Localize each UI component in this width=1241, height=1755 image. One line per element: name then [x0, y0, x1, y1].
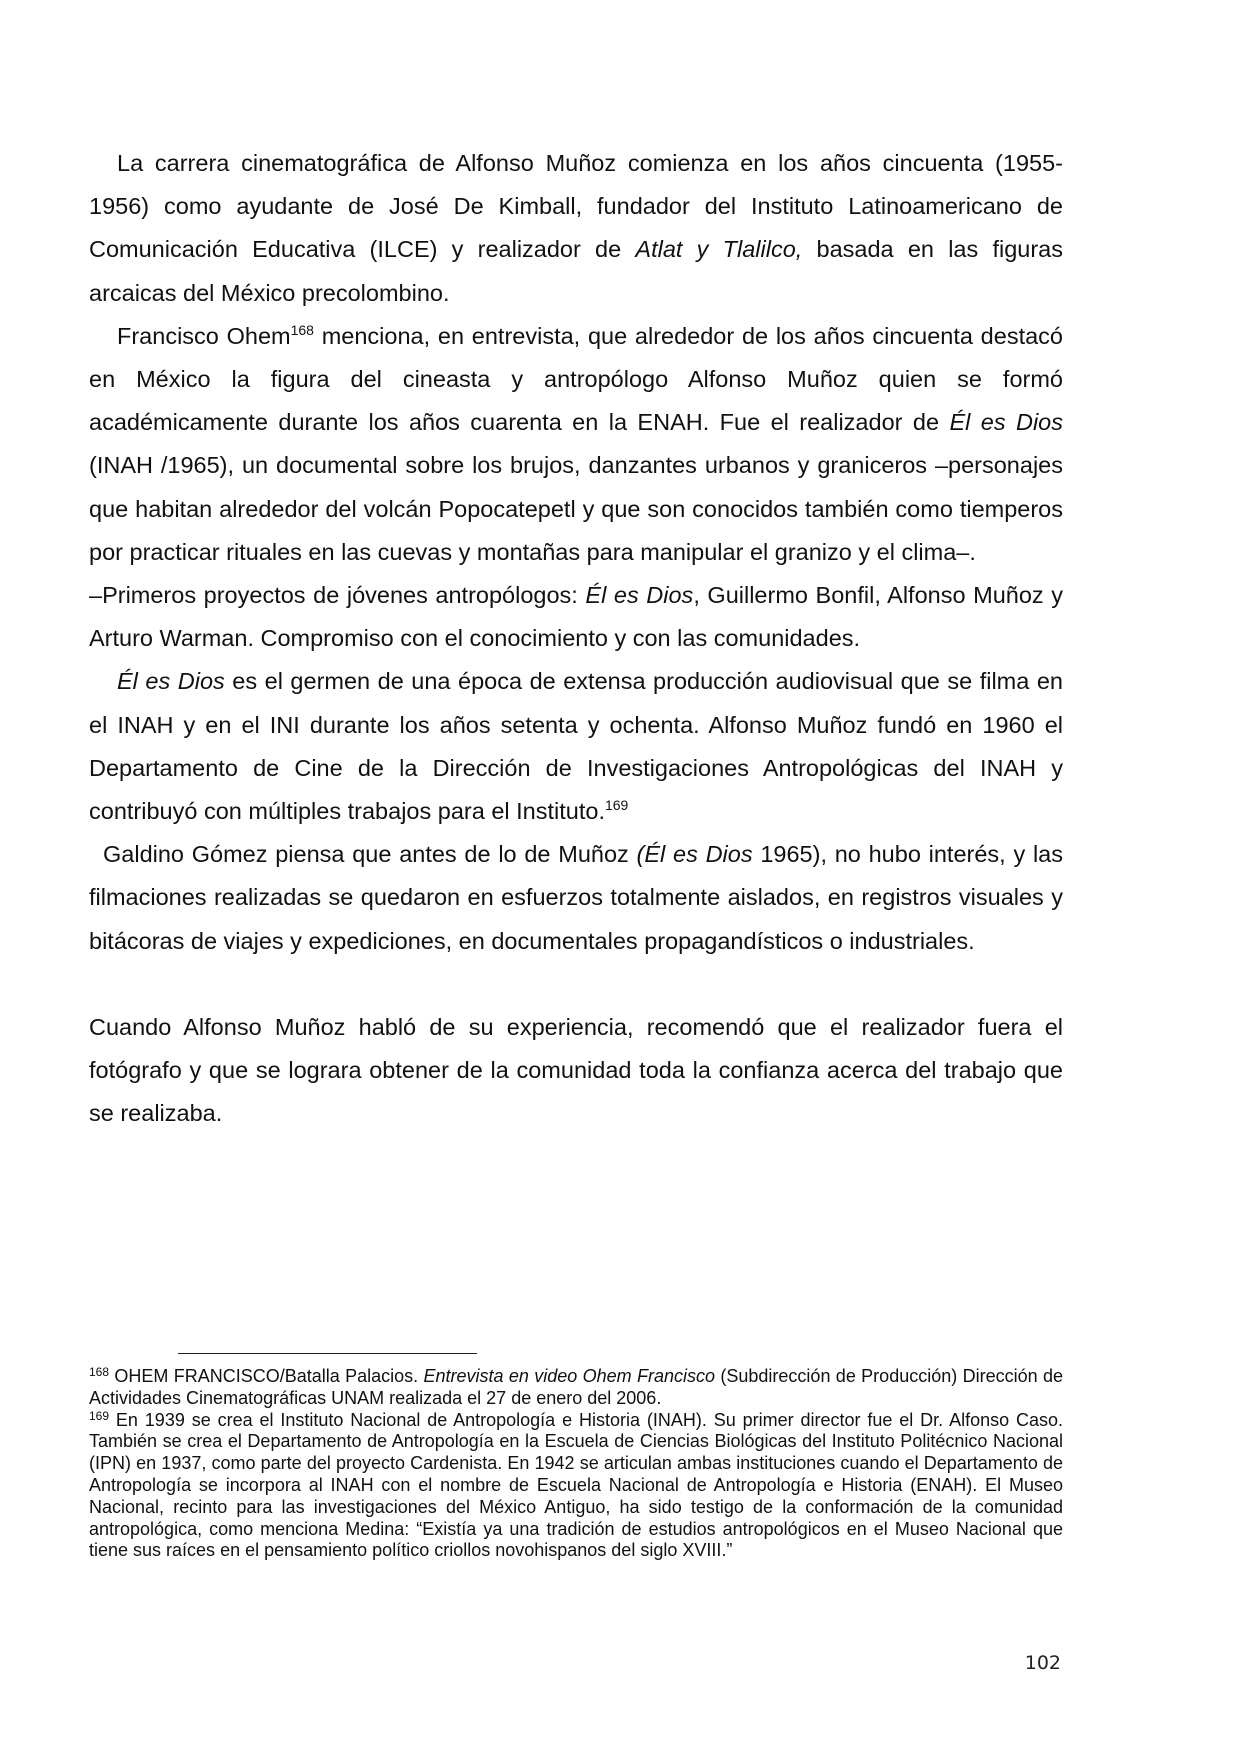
paragraph-3-text: –Primeros proyectos de jóvenes antropólogos: [89, 582, 586, 609]
footnote-169-text: En 1939 se crea el Instituto Nacional de Antropología e Historia (INAH). Su primer director fue el Dr. Alfonso Caso. También se crea el Departamento de Antropología en la Escuela de Ciencias Biológicas del Instituto Politécnico Nacional (IPN) en 1937, como parte del proyecto Cardenista. En 1942 se articulan ambas instituciones cuando el Departamento de Antropología se incorpora al INAH con el nombre de Escuela Nacional de Antropología e Historia (ENAH). El Museo Nacional, recinto para las investigaciones del México Antiguo, ha sido testigo de la conformación de la comunidad antropológica, como menciona Medina: “Existía ya una tradición de estudios antropológicos en el Museo Nacional que tiene sus raíces en el pensamiento político criollos novohispanos del siglo XVIII.” [89, 1409, 1063, 1561]
paragraph-2-text-end: (INAH /1965), un documental sobre los brujos, danzantes urbanos y graniceros –personajes que habitan alrededor del volcán Popocatepetl y que son conocidos también como tiemperos por practicar rituales en las cuevas y montañas para manipular el granizo y el clima–. [89, 452, 1063, 565]
film-title-el-es-dios: Él es Dios [117, 668, 225, 695]
paragraph-2-text-mid: menciona, en entrevista, que alrededor de los años cincuenta destacó en México la figura del cineasta y antropólogo Alfonso Muñoz quien se formó académicamente durante los años cuarenta en la ENAH. Fue el realizador de [89, 322, 1063, 436]
footnote-169-mark: 169 [89, 1408, 110, 1423]
footnote-168-text-end: (Subdirección de Producción) Dirección de Actividades Cinematográficas UNAM realizada el 27 de enero del 2006. [89, 1366, 1063, 1408]
paragraph-gap [89, 963, 1063, 1006]
footnote-ref-168: 168 [290, 321, 314, 338]
paragraph-3-text-end: , Guillermo Bonfil, Alfonso Muñoz y Arturo Warman. Compromiso con el conocimiento y con las comunidades. [89, 582, 1063, 652]
footnote-168-mark: 168 [89, 1365, 110, 1379]
paragraph-4 [89, 660, 1063, 833]
paragraph-1-text: La carrera cinematográfica de Alfonso Muñoz comienza en los años cincuenta (1955-1956) como ayudante de José De Kimball, fundador del Instituto Latinoamericano de Comunicación Educativa (ILCE) y realizador de [89, 150, 1063, 263]
film-title-atlat: Atlat y Tlalilco, [635, 236, 803, 263]
paragraph-2 [89, 315, 1063, 574]
paragraph-2-text: Francisco Ohem [117, 322, 291, 349]
footnote-168 [89, 1366, 1063, 1410]
footnote-ref-169: 169 [604, 797, 629, 814]
paragraph-5 [89, 833, 1063, 963]
paragraph-6 [89, 1006, 1063, 1136]
footnote-separator [178, 1353, 477, 1354]
paragraph-6-text: Cuando Alfonso Muñoz habló de su experiencia, recomendó que el realizador fuera el fotógrafo y que se lograra obtener de la comunidad toda la confianza acerca del trabajo que se realizaba. [89, 1013, 1063, 1127]
footnote-168-text: OHEM FRANCISCO/Batalla Palacios. [109, 1366, 424, 1386]
film-title-el-es-dios: Él es Dios [949, 409, 1063, 436]
paragraph-5-text: Galdino Gómez piensa que antes de lo de Muñoz [103, 841, 637, 868]
footnotes [89, 1366, 1063, 1562]
paragraph-1 [89, 142, 1063, 315]
paragraph-4-text: es el germen de una época de extensa producción audiovisual que se filma en el INAH y en el INI durante los años setenta y ochenta. Alfonso Muñoz fundó en 1960 el Departamento de Cine de la Dirección de Investigaciones Antropológicas del INAH y contribuyó con múltiples trabajos para el Instituto. [89, 668, 1063, 825]
page-number: 102 [1024, 1652, 1061, 1674]
film-title-el-es-dios: (Él es Dios [636, 841, 753, 868]
footnote-168-title: Entrevista en video Ohem Francisco [423, 1366, 716, 1386]
body-text [89, 142, 1063, 1135]
paragraph-3 [89, 574, 1063, 660]
footnote-169 [89, 1410, 1063, 1563]
paragraph-5-text-end: 1965), no hubo interés, y las filmaciones realizadas se quedaron en esfuerzos totalmente aislados, en registros visuales y bitácoras de viajes y expediciones, en documentales propagandísticos o industriales. [89, 841, 1063, 954]
paragraph-1-text-end: basada en las figuras arcaicas del México precolombino. [89, 236, 1063, 306]
film-title-el-es-dios: Él es Dios [585, 582, 694, 609]
